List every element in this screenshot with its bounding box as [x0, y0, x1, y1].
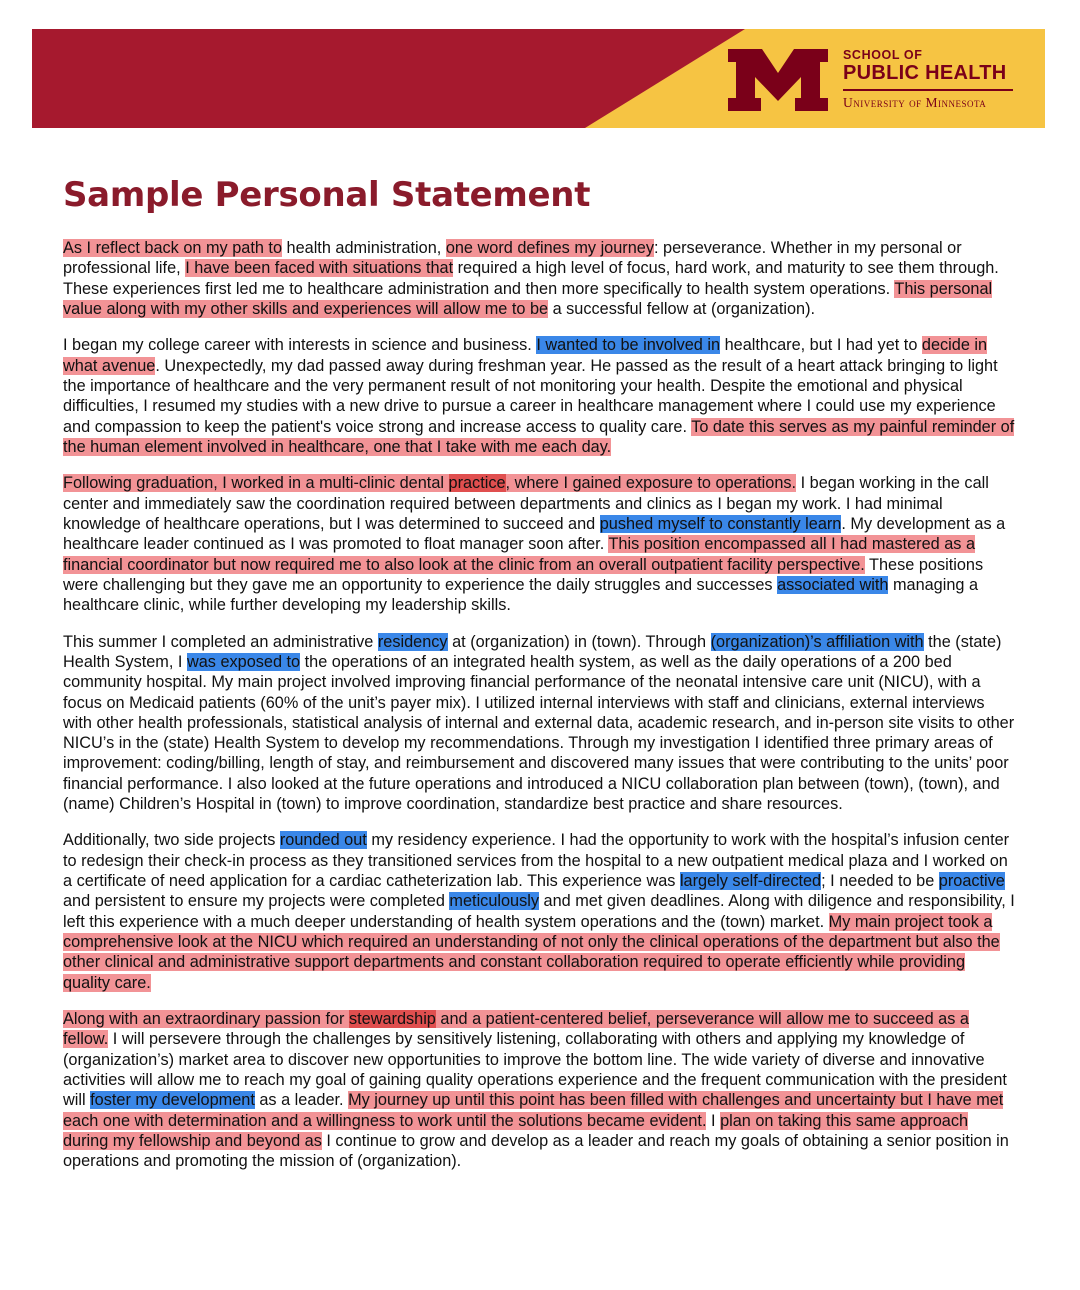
paragraph-3	[63, 473, 1016, 615]
highlight-span: rounded out	[279, 831, 367, 850]
highlight-span: largely self-directed	[679, 872, 822, 891]
highlight-span: meticulously	[449, 892, 540, 911]
text-span: I began working in the call center and immediately saw the coordination required between departments and clinics as I began my work. I had minimal knowledge of healthcare operations, but I was determined to succeed and	[63, 474, 989, 533]
logo-divider	[843, 89, 1013, 91]
paragraph-6	[63, 1009, 1016, 1171]
highlight-span: was exposed to	[186, 652, 301, 671]
text-span: as a leader.	[254, 1091, 349, 1110]
text-span: my residency experience. I had the opportunity to work with the hospital’s infusion center to redesign their check-in process as they transitioned services from the hospital to a new outpatient medical plaza and I worked on a certificate of need application for a cardiac catheterization lab. This experience was	[63, 831, 1010, 891]
highlight-span: stewardship	[348, 1010, 436, 1029]
highlight-span: To date this serves as my painful reminder of the human element involved in healthcare, one that I take with me each day.	[63, 417, 1015, 456]
text-span: at (organization) in (town). Through	[447, 632, 711, 651]
text-span: health administration,	[282, 239, 446, 257]
text-span: managing a healthcare clinic, while further developing my leadership skills.	[63, 575, 979, 615]
text-span: . Unexpectedly, my dad passed away during freshman year. He passed as the result of a heart attack bringing to light the importance of healthcare and the very permanent result of not monitoring your health. Despite the emotional and physical difficulties, I resumed my studies with a new drive to pursue a career in healthcare management where I could use my experience and compassion to keep the patient's voice strong and increase access to quality care.	[63, 356, 998, 436]
paragraph-5	[63, 830, 1016, 992]
text-span: Additionally, two side projects	[63, 831, 280, 850]
text-span: I continue to grow and develop as a leader and reach my goals of obtaining a senior position in operations and promoting the mission of (organization).	[63, 1131, 1009, 1171]
highlight-span: My main project took a comprehensive look at the NICU which required an understanding of not only the clinical operations of the department but also the other clinical and administrative support departments and constant collaboration required to operate efficiently while providing quality care.	[63, 912, 1000, 992]
paragraph-1	[63, 238, 1016, 319]
highlight-span: Along with an extraordinary passion for	[63, 1010, 349, 1029]
text-span: : perseverance. Whether in my personal or professional life,	[63, 239, 962, 278]
highlight-span: associated with	[777, 575, 889, 594]
text-span: I began my college career with interests in science and business.	[63, 336, 537, 355]
highlight-span: This position encompassed all I had mastered as a financial coordinator but now required me to also look at the clinic from an overall outpatient facility perspective.	[63, 535, 975, 574]
highlight-span: As I reflect back on my path to	[63, 239, 282, 257]
highlight-span: foster my development	[90, 1091, 255, 1110]
highlight-span: I wanted to be involved in	[536, 336, 721, 355]
highlight-span: practice	[448, 474, 506, 493]
highlight-span: and a patient-centered belief, perseverance will allow me to succeed as a fellow.	[63, 1010, 969, 1049]
highlight-span: , where I gained exposure to operations.	[505, 474, 797, 493]
statement-body	[63, 238, 1016, 1188]
highlight-span: plan on taking this same approach during my fellowship and beyond as	[63, 1111, 969, 1150]
text-span: required a high level of focus, hard work, and maturity to see them through. These experiences first led me to healthcare administration and then more specifically to health system operations.	[63, 259, 999, 298]
logo-school-of: SCHOOL OF	[843, 48, 923, 62]
text-span: healthcare, but I had yet to	[720, 336, 922, 355]
block-m-logo-icon	[728, 49, 828, 111]
header-banner	[32, 29, 1045, 128]
text-span: I will persevere through the challenges by sensitively listening, collaborating with others and applying my knowledge of (organization’s) market area to discover new opportunities to improve the bottom line. The wide variety of diverse and innovative activities will allow me to reach my goal of gaining quality operations experience and the frequent communication with the president will	[63, 1030, 1007, 1110]
highlight-span: Following graduation, I worked in a multi-clinic dental	[63, 474, 449, 493]
highlight-span: (organization)’s affiliation with	[710, 632, 924, 651]
paragraph-4	[63, 632, 1016, 815]
highlight-span: This personal value along with my other skills and experiences will allow me to be	[63, 279, 993, 318]
logo-university: University of Minnesota	[843, 95, 987, 110]
text-span: I	[706, 1111, 721, 1130]
text-span: and met given deadlines. Along with diligence and responsibility, I left this experience with a much deeper understanding of health system operations and the (town) market.	[63, 892, 1015, 931]
text-span: These positions were challenging but they gave me an opportunity to experience the daily struggles and successes	[63, 555, 984, 594]
highlight-span: My journey up until this point has been filled with challenges and uncertainty but I have met each one with determination and a willingness to work until the solutions became evident.	[63, 1091, 1004, 1130]
highlight-span: proactive	[938, 872, 1005, 891]
text-span: and persistent to ensure my projects were completed	[63, 892, 450, 911]
text-span: the (state) Health System, I	[63, 632, 1002, 671]
text-span: This summer I completed an administrative	[63, 632, 378, 651]
page-title: Sample Personal Statement	[63, 175, 591, 215]
highlight-span: residency	[377, 632, 448, 651]
text-span: ; I needed to be	[821, 872, 939, 891]
text-span: a successful fellow at (organization).	[548, 299, 816, 318]
text-span: . My development as a healthcare leader continued as I was promoted to float manager soon after.	[63, 514, 1006, 554]
highlight-span: I have been faced with situations that	[185, 259, 454, 278]
highlight-span: one word defines my journey	[445, 239, 654, 257]
paragraph-2	[63, 335, 1016, 457]
text-span: the operations of an integrated health system, as well as the daily operations of a 200 bed community hospital. My main project involved improving financial performance of the neonatal intensive care unit (NICU), with a focus on Medicaid patients (60% of the unit’s payer mix). I utilized internal interviews with staff and clinicians, external interviews with other health professionals, statistical analysis of internal and external data, academic research, and in-person site visits to other NICU’s in the (state) Health System to develop my recommendations. Through my investigation I identified three primary areas of improvement: coding/billing, length of stay, and reimbursement and discovered many issues that were contributing to the units’ poor financial performance. I also looked at the future operations and introduced a NICU collaboration plan between (town), (town), and (name) Children’s Hospital in (town) to improve coordination, standardize best practice and share resources.	[63, 652, 1015, 813]
highlight-span: decide in what avenue	[63, 336, 988, 375]
highlight-span: pushed myself to constantly learn	[599, 514, 842, 533]
logo-public-health: PUBLIC HEALTH	[843, 62, 1007, 84]
